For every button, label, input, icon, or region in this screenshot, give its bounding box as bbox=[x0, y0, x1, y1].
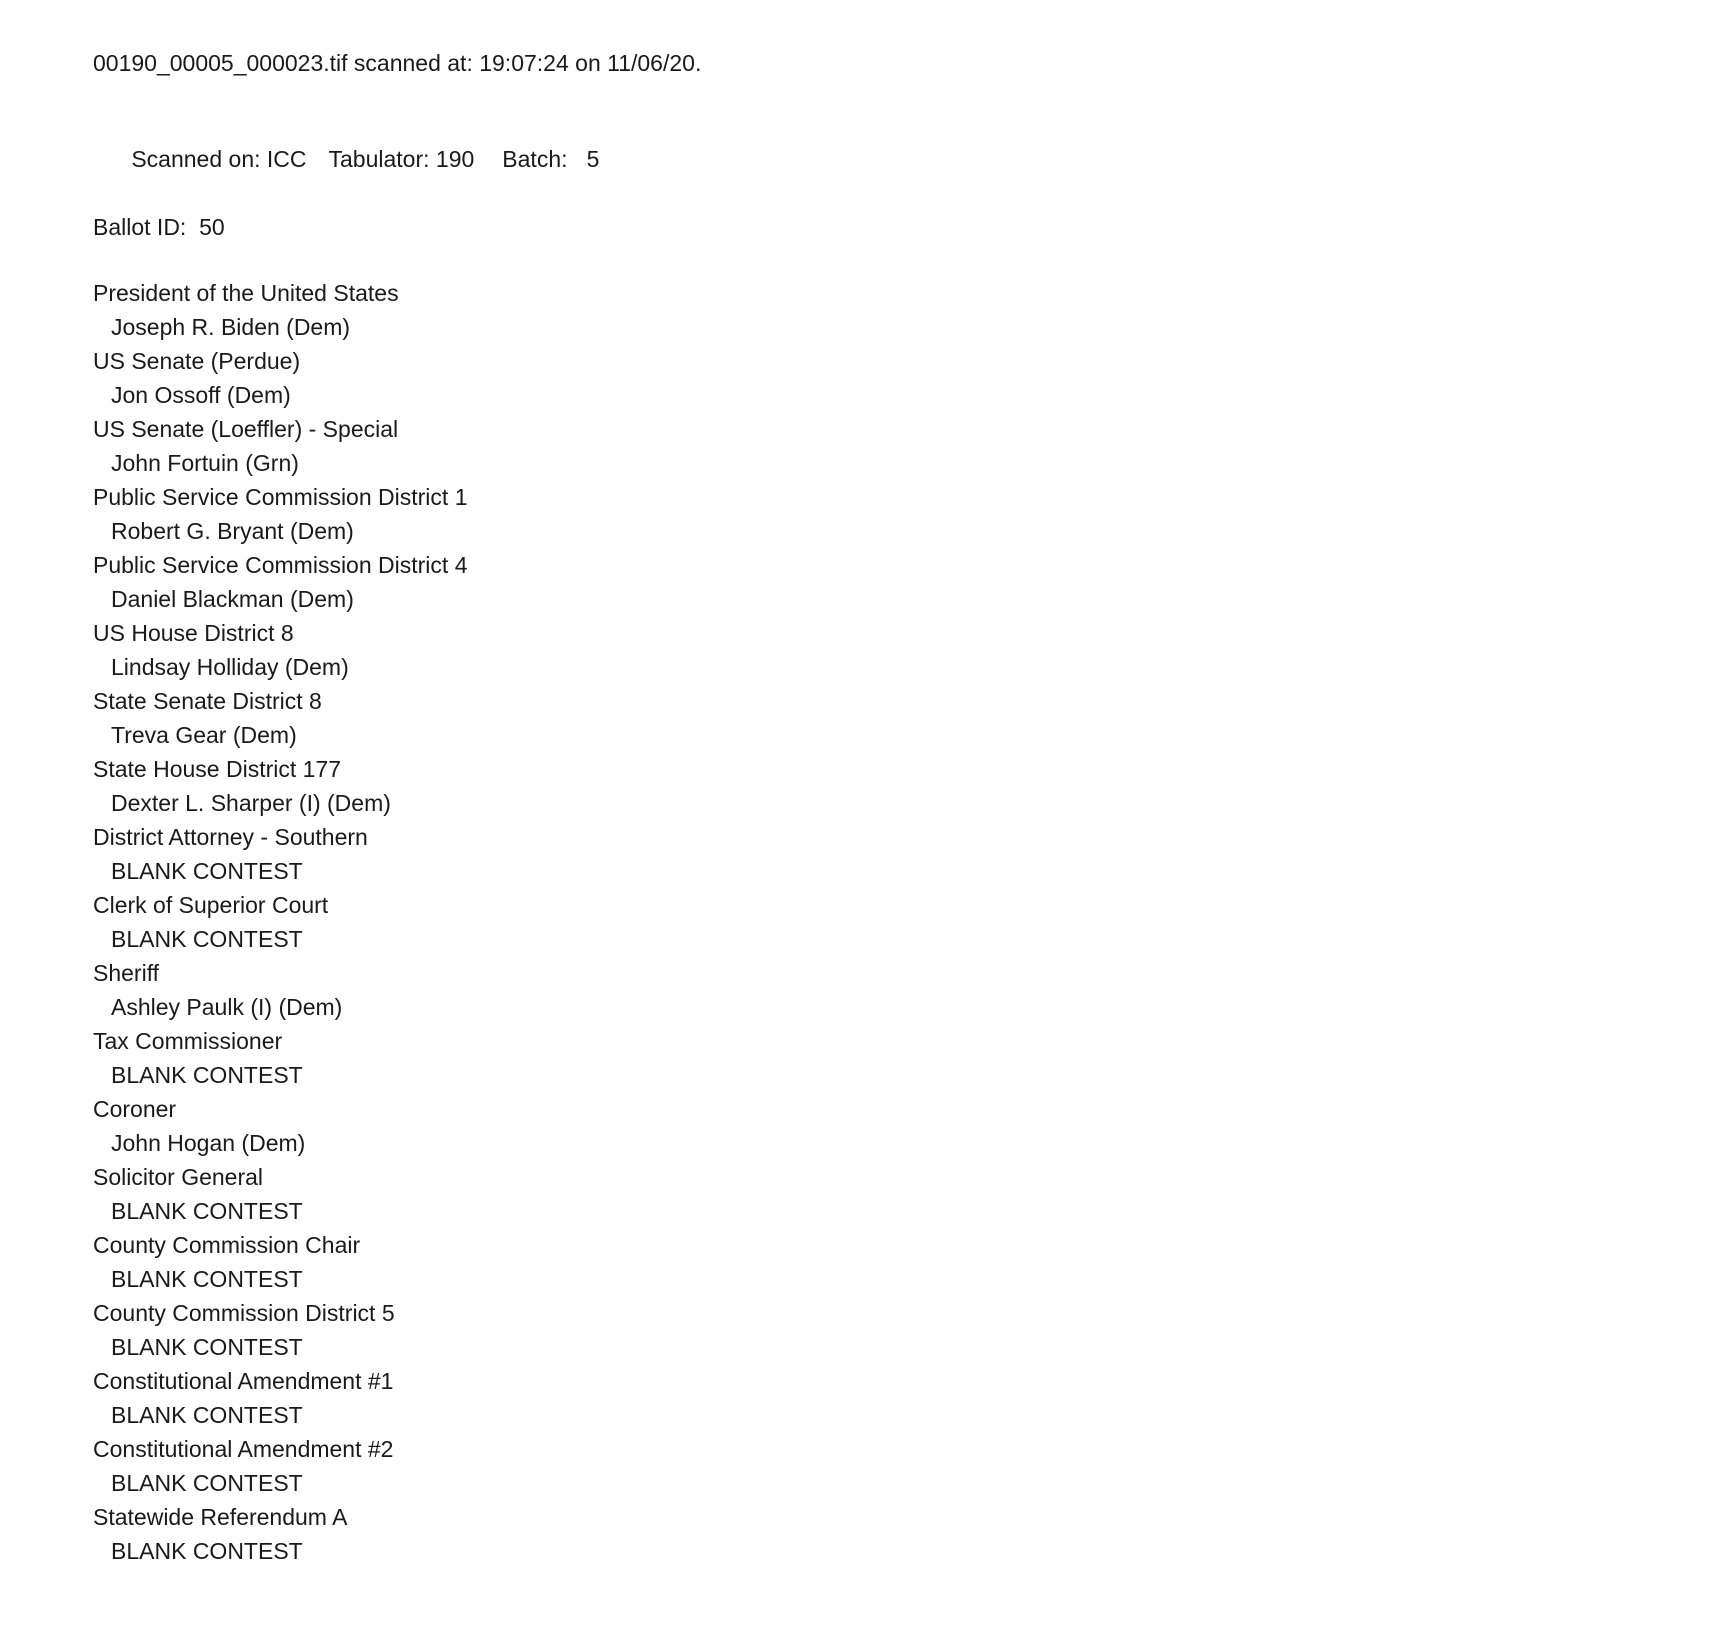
contest-list bbox=[93, 276, 1649, 1568]
contest-item bbox=[93, 548, 1649, 616]
contest-selection: BLANK CONTEST bbox=[111, 858, 303, 884]
contest-selection: BLANK CONTEST bbox=[111, 1402, 303, 1428]
contest-title: Public Service Commission District 4 bbox=[93, 552, 468, 578]
scanner-info-row bbox=[93, 108, 1649, 210]
contest-selection: BLANK CONTEST bbox=[111, 926, 303, 952]
contest-item bbox=[93, 276, 1649, 344]
scanned-on-field: Scanned on: ICC bbox=[131, 146, 307, 172]
contest-title: Clerk of Superior Court bbox=[93, 892, 329, 918]
contest-selection: Joseph R. Biden (Dem) bbox=[111, 314, 351, 340]
contest-selection: BLANK CONTEST bbox=[111, 1062, 303, 1088]
contest-title: Constitutional Amendment #1 bbox=[93, 1368, 394, 1394]
contest-selection: BLANK CONTEST bbox=[111, 1334, 303, 1360]
contest-title: Solicitor General bbox=[93, 1164, 264, 1190]
contest-item bbox=[93, 412, 1649, 480]
contest-title: US House District 8 bbox=[93, 620, 294, 646]
contest-selection: Jon Ossoff (Dem) bbox=[111, 382, 291, 408]
contest-selection: BLANK CONTEST bbox=[111, 1266, 303, 1292]
contest-selection: Treva Gear (Dem) bbox=[111, 722, 297, 748]
contest-title: Tax Commissioner bbox=[93, 1028, 283, 1054]
contest-item bbox=[93, 344, 1649, 412]
contest-item bbox=[93, 752, 1649, 820]
contest-title: President of the United States bbox=[93, 280, 399, 306]
contest-item bbox=[93, 1092, 1649, 1160]
contest-title: Constitutional Amendment #2 bbox=[93, 1436, 394, 1462]
contest-selection: Dexter L. Sharper (I) (Dem) bbox=[111, 790, 391, 816]
contest-title: US Senate (Loeffler) - Special bbox=[93, 416, 399, 442]
contest-selection: BLANK CONTEST bbox=[111, 1538, 303, 1564]
contest-title: County Commission District 5 bbox=[93, 1300, 395, 1326]
contest-selection: BLANK CONTEST bbox=[111, 1470, 303, 1496]
contest-item bbox=[93, 956, 1649, 1024]
contest-title: US Senate (Perdue) bbox=[93, 348, 301, 374]
contest-selection: Lindsay Holliday (Dem) bbox=[111, 654, 349, 680]
contest-title: District Attorney - Southern bbox=[93, 824, 368, 850]
contest-selection: Daniel Blackman (Dem) bbox=[111, 586, 354, 612]
ballot-id-field: Ballot ID: 50 bbox=[93, 214, 225, 240]
contest-title: State House District 177 bbox=[93, 756, 342, 782]
contest-selection: John Fortuin (Grn) bbox=[111, 450, 299, 476]
contest-title: County Commission Chair bbox=[93, 1232, 361, 1258]
contest-item bbox=[93, 888, 1649, 956]
contest-title: Coroner bbox=[93, 1096, 177, 1122]
contest-item bbox=[93, 1296, 1649, 1364]
contest-item bbox=[93, 1432, 1649, 1500]
batch-field: Batch: 5 bbox=[502, 146, 600, 172]
contest-title: Statewide Referendum A bbox=[93, 1504, 348, 1530]
contest-selection: John Hogan (Dem) bbox=[111, 1130, 306, 1156]
contest-title: State Senate District 8 bbox=[93, 688, 322, 714]
contest-item bbox=[93, 820, 1649, 888]
contest-item bbox=[93, 480, 1649, 548]
scan-metadata bbox=[93, 108, 1649, 244]
contest-selection: Robert G. Bryant (Dem) bbox=[111, 518, 354, 544]
contest-item bbox=[93, 1228, 1649, 1296]
contest-selection: BLANK CONTEST bbox=[111, 1198, 303, 1224]
contest-title: Public Service Commission District 1 bbox=[93, 484, 468, 510]
contest-title: Sheriff bbox=[93, 960, 160, 986]
contest-item bbox=[93, 1024, 1649, 1092]
scan-file-header: 00190_00005_000023.tif scanned at: 19:07:24 on 11/06/20. bbox=[93, 50, 702, 76]
tabulator-field: Tabulator: 190 bbox=[328, 146, 475, 172]
contest-item bbox=[93, 684, 1649, 752]
contest-item bbox=[93, 616, 1649, 684]
contest-item bbox=[93, 1160, 1649, 1228]
contest-item bbox=[93, 1500, 1649, 1568]
contest-item bbox=[93, 1364, 1649, 1432]
contest-selection: Ashley Paulk (I) (Dem) bbox=[111, 994, 343, 1020]
